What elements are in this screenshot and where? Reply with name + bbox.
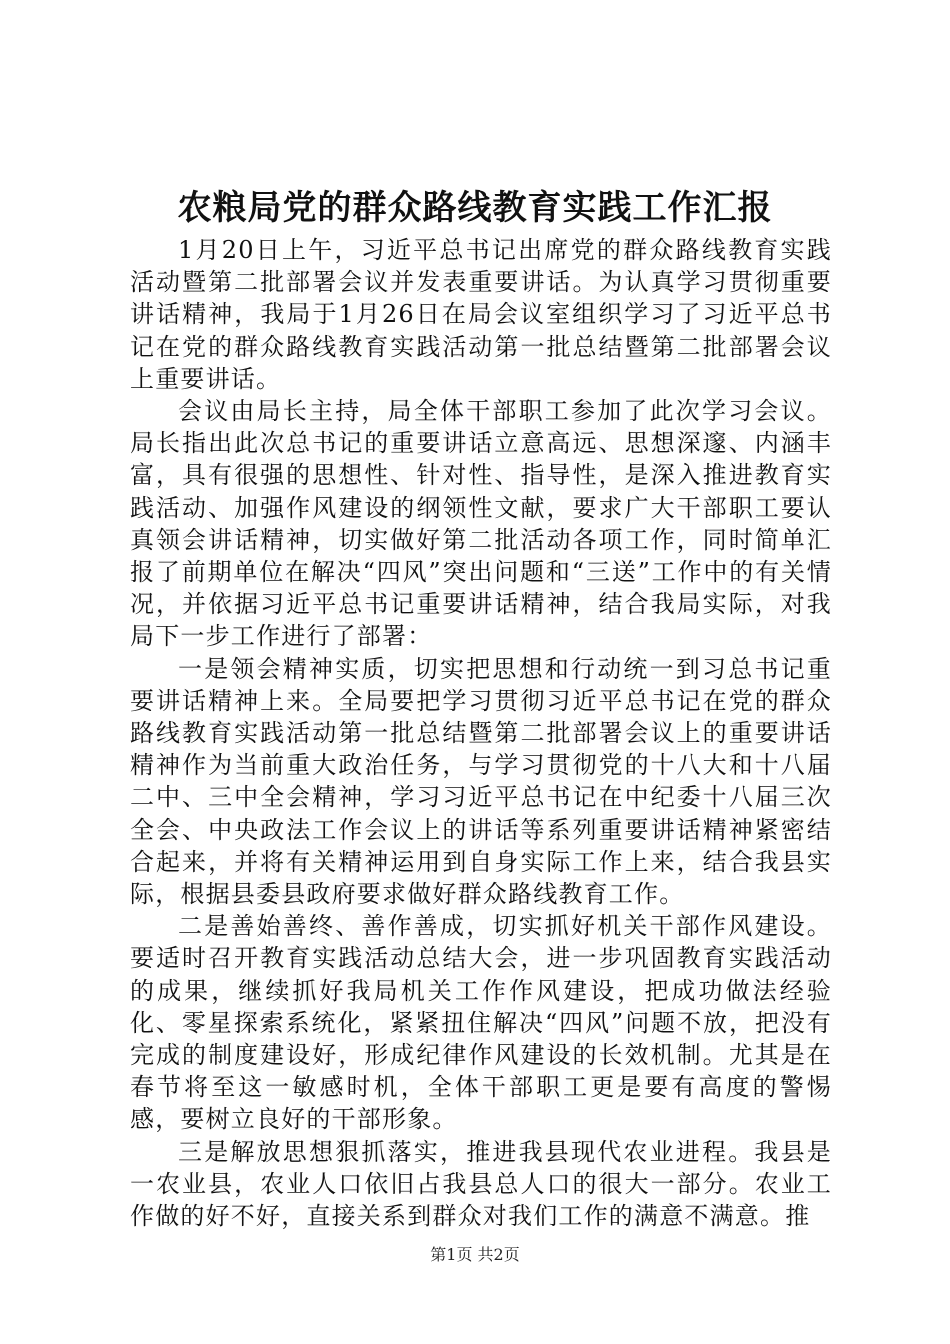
paragraph-intro: 1月20日上午，习近平总书记出席党的群众路线教育实践活动暨第二批部署会议并发表重要讲话。为认真学习贯彻重要讲话精神，我局于1月26日在局会议室组织学习了习近平总书记在党的群众路线教育实践活动第一批总结暨第二批部署会议上重要讲话。 bbox=[130, 236, 832, 393]
paragraph-point-three: 三是解放思想狠抓落实，推进我县现代农业进程。我县是一农业县，农业人口依旧占我县总人口的很大一部分。农业工作做的好不好，直接关系到群众对我们工作的满意不满意。推 bbox=[130, 1137, 832, 1231]
paragraph-point-one: 一是领会精神实质，切实把思想和行动统一到习总书记重要讲话精神上来。全局要把学习贯彻习近平总书记在党的群众路线教育实践活动第一批总结暨第二批部署会议上的重要讲话精神作为当前重大政治任务，与学习贯彻党的十八大和十八届二中、三中全会精神，学习习近平总书记在中纪委十八届三次全会、中央政法工作会议上的讲话等系列重要讲话精神紧密结合起来，并将有关精神运用到自身实际工作上来，结合我县实际，根据县委县政府要求做好群众路线教育工作。 bbox=[130, 654, 832, 909]
page-footer: 第1页 共2页 bbox=[430, 1245, 520, 1264]
document-title: 农粮局党的群众路线教育实践工作汇报 bbox=[177, 188, 773, 228]
paragraph-point-two: 二是善始善终、善作善成，切实抓好机关干部作风建设。要适时召开教育实践活动总结大会，进一步巩固教育实践活动的成果，继续抓好我局机关工作作风建设，把成功做法经验化、零星探索系统化，紧紧扭住解决“四风”问题不放，把没有完成的制度建设好，形成纪律作风建设的长效机制。尤其是在春节将至这一敏感时机，全体干部职工更是要有高度的警惕感，要树立良好的干部形象。 bbox=[130, 912, 832, 1134]
paragraph-meeting: 会议由局长主持，局全体干部职工参加了此次学习会议。局长指出此次总书记的重要讲话立意高远、思想深邃、内涵丰富，具有很强的思想性、针对性、指导性，是深入推进教育实践活动、加强作风建设的纲领性文献，要求广大干部职工要认真领会讲话精神，切实做好第二批活动各项工作，同时简单汇报了前期单位在解决“四风”突出问题和“三送”工作中的有关情况，并依据习近平总书记重要讲话精神，结合我局实际，对我局下一步工作进行了部署： bbox=[130, 397, 832, 651]
document-body bbox=[130, 234, 832, 1232]
